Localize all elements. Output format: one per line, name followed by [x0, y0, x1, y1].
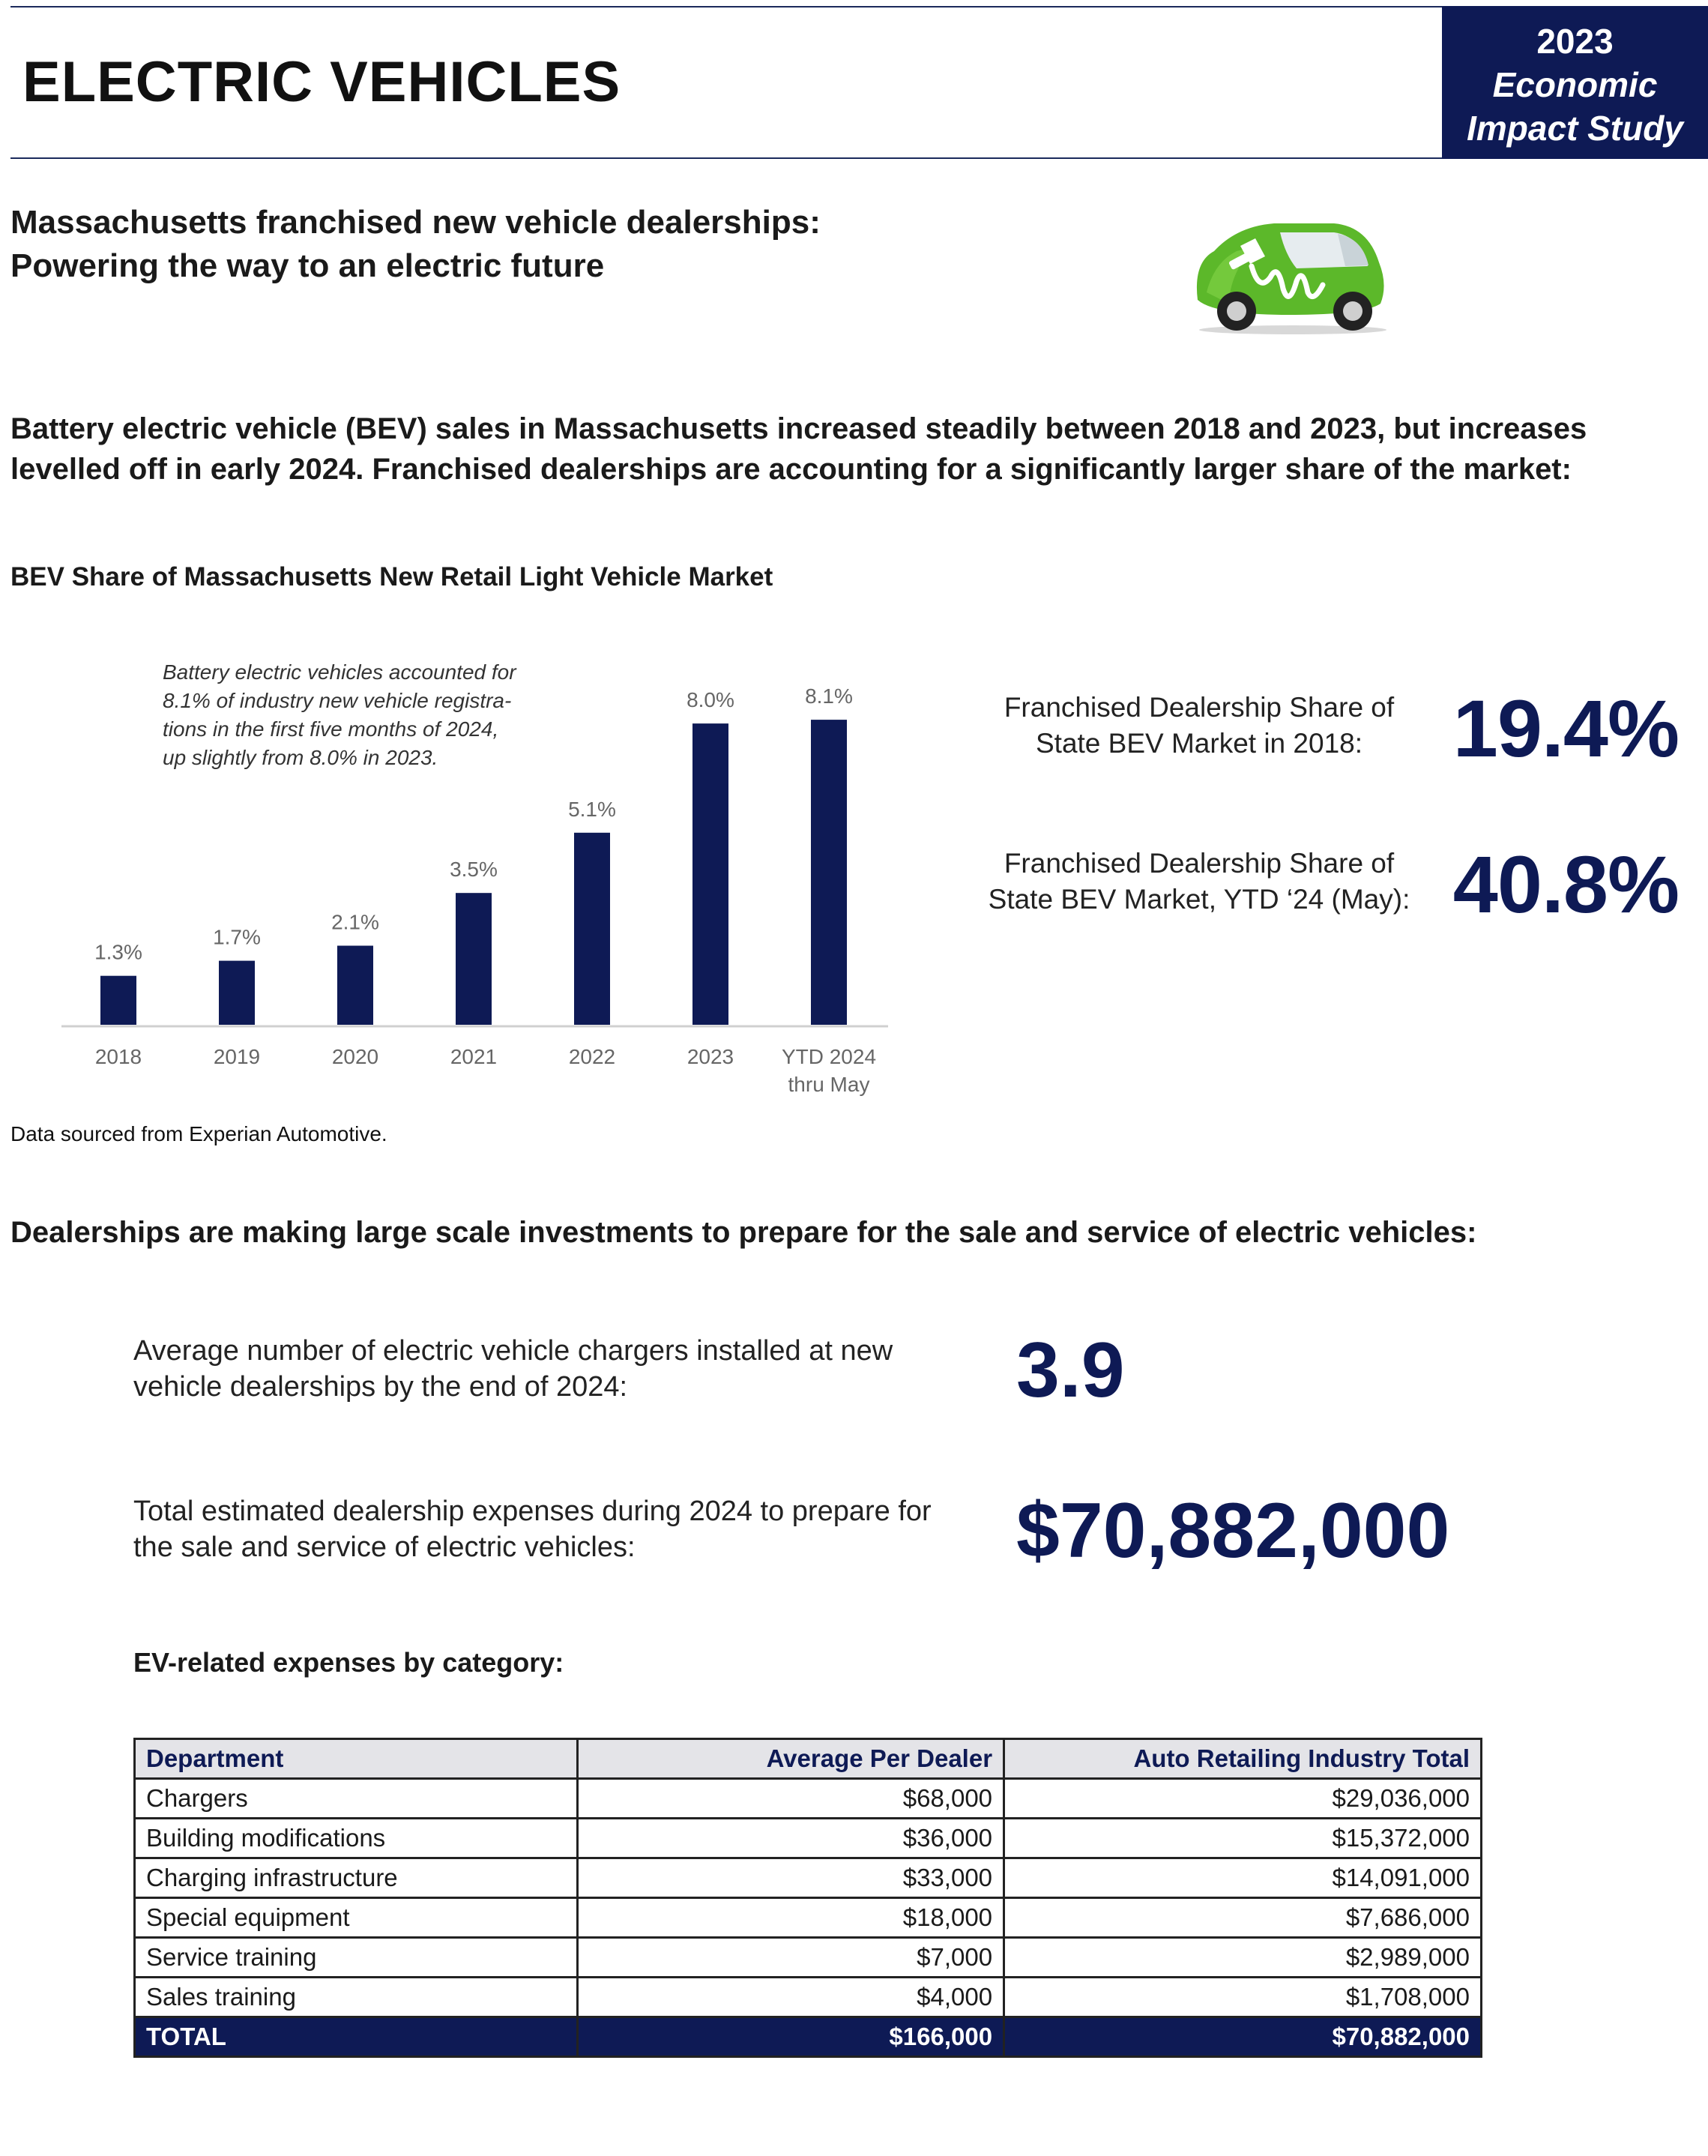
subtitle-line2: Powering the way to an electric future	[10, 247, 605, 284]
chargers-stat-label-line1: Average number of electric vehicle chargers installed at new	[133, 1335, 893, 1367]
cell-average: $4,000	[578, 1978, 1004, 2017]
chart-annotation-line4: up slightly from 8.0% in 2023.	[163, 746, 438, 769]
share-2018-label-line2: State BEV Market in 2018:	[1035, 728, 1363, 759]
bar-value-label-6: 8.1%	[805, 684, 853, 708]
chart-title: BEV Share of Massachusetts New Retail Light Vehicle Market	[10, 562, 773, 591]
category-label-1: 2019	[213, 1045, 261, 1068]
chart-annotation-line3: tions in the first five months of 2024,	[163, 717, 499, 741]
cell-average: $18,000	[578, 1898, 1004, 1938]
bar-1	[219, 961, 255, 1025]
page-title: ELECTRIC VEHICLES	[22, 50, 621, 114]
category-label-0: 2018	[94, 1045, 142, 1068]
share-ytd-label-line2: State BEV Market, YTD ‘24 (May):	[988, 884, 1410, 915]
total-average: $166,000	[578, 2017, 1004, 2057]
cell-total: $14,091,000	[1004, 1858, 1482, 1898]
bar-value-label-4: 5.1%	[568, 797, 616, 821]
data-source: Data sourced from Experian Automotive.	[10, 1122, 387, 1145]
bar-6	[811, 720, 847, 1025]
cell-department: Service training	[135, 1938, 578, 1978]
electric-car-icon	[1184, 210, 1394, 337]
chargers-stat-value: 3.9	[1016, 1327, 1125, 1414]
subtitle-line1: Massachusetts franchised new vehicle dealerships:	[10, 204, 821, 241]
expenses-table-title: EV-related expenses by category:	[133, 1647, 564, 1678]
bar-4	[574, 833, 610, 1025]
header-department: Department	[135, 1739, 578, 1779]
top-rule	[10, 6, 1442, 7]
share-2018-label	[967, 690, 1431, 762]
header-rule	[10, 157, 1442, 159]
share-2018-label-line1: Franchised Dealership Share of	[1004, 692, 1395, 723]
header-average-per-dealer: Average Per Dealer	[578, 1739, 1004, 1779]
category-label-6-1: thru May	[788, 1073, 870, 1096]
cell-average: $36,000	[578, 1819, 1004, 1858]
expenses-stat-value: $70,882,000	[1016, 1487, 1450, 1574]
table-row	[135, 1779, 1482, 1819]
cell-total: $1,708,000	[1004, 1978, 1482, 2017]
table-row	[135, 1898, 1482, 1938]
chart-annotation-line1: Battery electric vehicles accounted for	[163, 660, 516, 684]
chart-annotation	[163, 658, 567, 772]
study-badge	[1442, 6, 1708, 159]
table-row	[135, 1978, 1482, 2017]
total-label: TOTAL	[135, 2017, 578, 2057]
header-industry-total: Auto Retailing Industry Total	[1004, 1739, 1482, 1779]
cell-total: $7,686,000	[1004, 1898, 1482, 1938]
cell-department: Special equipment	[135, 1898, 578, 1938]
cell-total: $29,036,000	[1004, 1779, 1482, 1819]
cell-total: $2,989,000	[1004, 1938, 1482, 1978]
expenses-stat-label-line1: Total estimated dealership expenses during 2024 to prepare for	[133, 1496, 932, 1527]
cell-total: $15,372,000	[1004, 1819, 1482, 1858]
cell-average: $68,000	[578, 1779, 1004, 1819]
category-label-3: 2021	[450, 1045, 498, 1068]
cell-department: Chargers	[135, 1779, 578, 1819]
cell-average: $33,000	[578, 1858, 1004, 1898]
badge-year: 2023	[1536, 22, 1614, 61]
table-row	[135, 1819, 1482, 1858]
chart-annotation-line2: 8.1% of industry new vehicle registra-	[163, 689, 512, 712]
cell-department: Charging infrastructure	[135, 1858, 578, 1898]
chargers-stat-label	[133, 1333, 1018, 1405]
table-row	[135, 1938, 1482, 1978]
intro-line2: levelled off in early 2024. Franchised dealerships are accounting for a significantly larger share of the market:	[10, 453, 1572, 486]
badge-line1: Economic	[1492, 65, 1658, 104]
total-industry: $70,882,000	[1004, 2017, 1482, 2057]
bar-2	[337, 946, 373, 1025]
share-ytd-label	[967, 846, 1431, 918]
investments-heading: Dealerships are making large scale investments to prepare for the sale and service of electric vehicles:	[10, 1216, 1477, 1249]
bar-0	[100, 976, 136, 1025]
category-label-2: 2020	[331, 1045, 379, 1068]
bar-3	[456, 893, 492, 1025]
bar-value-label-5: 8.0%	[686, 688, 734, 712]
share-ytd-value: 40.8%	[1452, 839, 1679, 930]
chargers-stat-label-line2: vehicle dealerships by the end of 2024:	[133, 1371, 628, 1403]
bar-value-label-1: 1.7%	[213, 925, 261, 949]
share-2018-value: 19.4%	[1452, 683, 1679, 774]
category-label-6-0: YTD 2024	[781, 1045, 877, 1068]
cell-department: Building modifications	[135, 1819, 578, 1858]
category-label-4: 2022	[568, 1045, 616, 1068]
bar-value-label-2: 2.1%	[331, 910, 379, 934]
bar-5	[692, 723, 728, 1025]
expenses-stat-label	[133, 1493, 1018, 1565]
subtitle	[10, 201, 821, 288]
badge-line2: Impact Study	[1467, 109, 1683, 148]
expenses-stat-label-line2: the sale and service of electric vehicles:	[133, 1532, 636, 1563]
expenses-table	[133, 1738, 1482, 2058]
share-ytd-label-line1: Franchised Dealership Share of	[1004, 848, 1395, 879]
cell-department: Sales training	[135, 1978, 578, 2017]
bar-value-label-3: 3.5%	[450, 858, 498, 882]
intro-paragraph	[10, 409, 1697, 490]
table-row	[135, 1858, 1482, 1898]
table-header-row	[135, 1739, 1482, 1779]
intro-line1: Battery electric vehicle (BEV) sales in Massachusetts increased steadily between 2018 and 2023, but increases	[10, 412, 1587, 445]
table-total-row	[135, 2017, 1482, 2057]
cell-average: $7,000	[578, 1938, 1004, 1978]
category-label-5: 2023	[686, 1045, 734, 1068]
bar-value-label-0: 1.3%	[94, 940, 142, 964]
